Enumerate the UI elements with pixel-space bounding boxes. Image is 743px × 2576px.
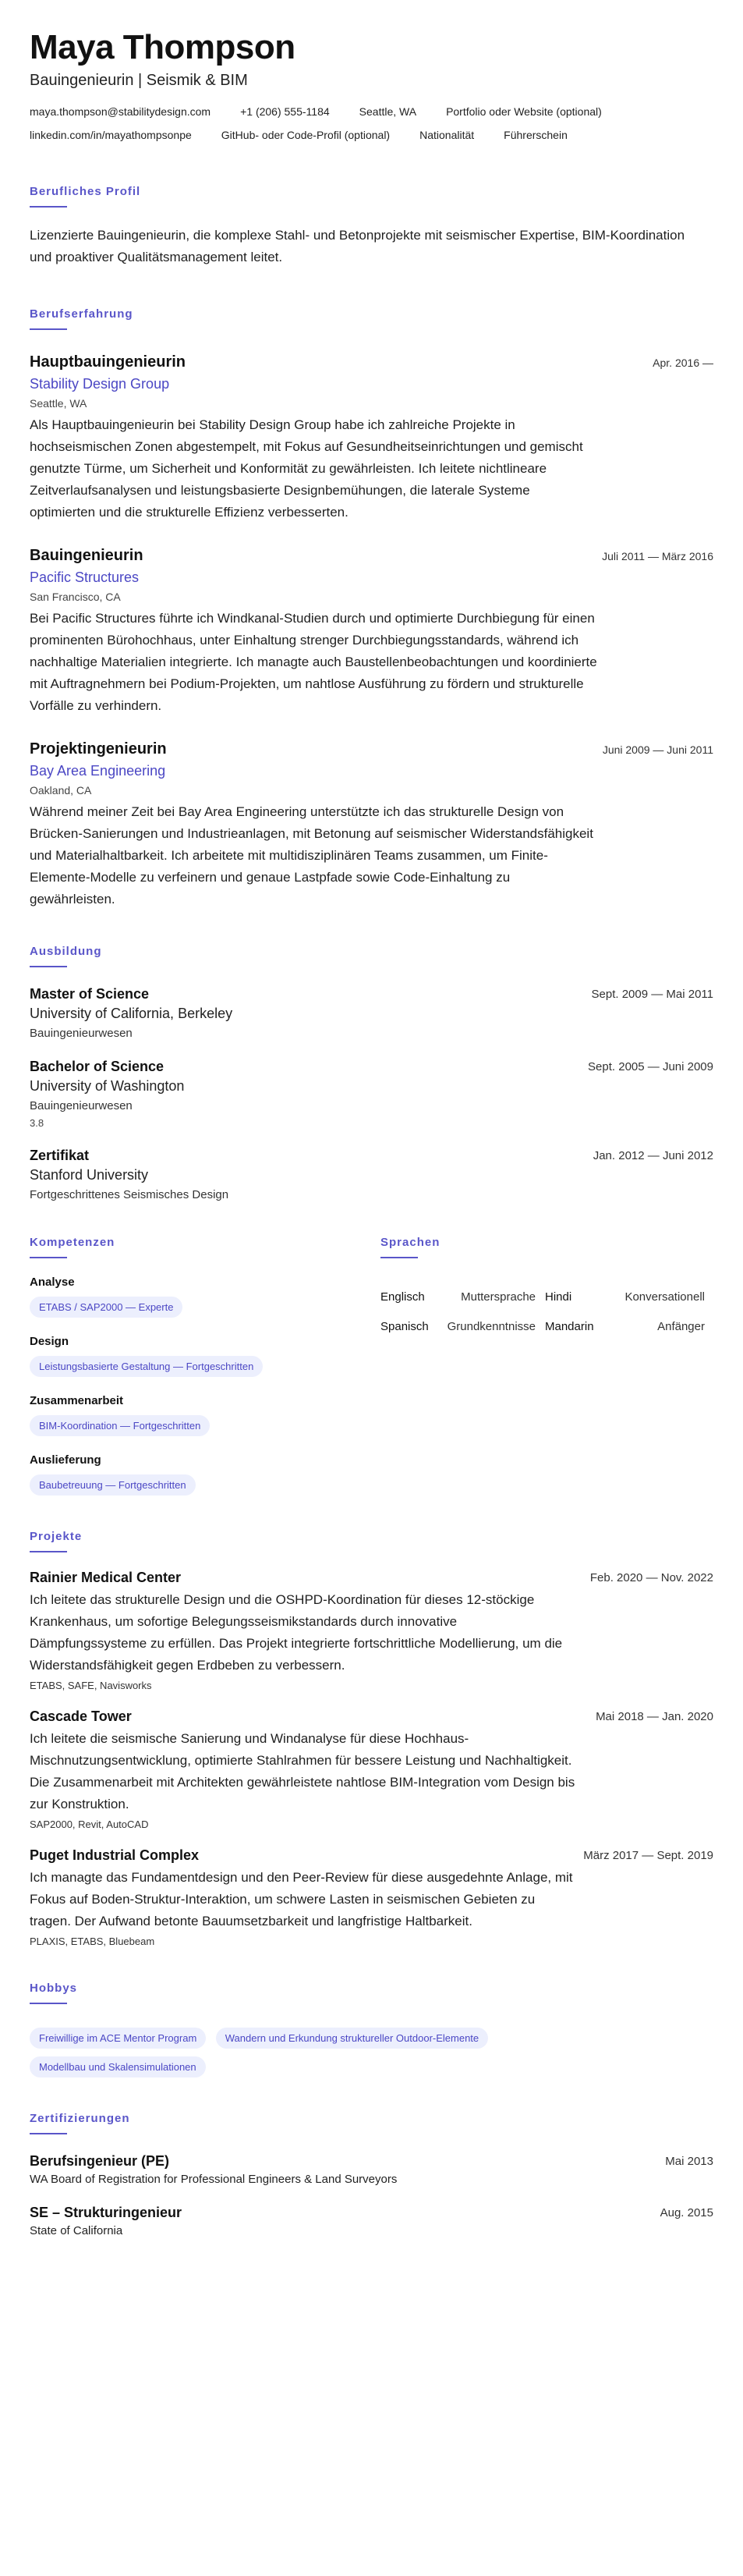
- project-tools: SAP2000, Revit, AutoCAD: [30, 1818, 149, 1830]
- candidate-headline: Bauingenieurin | Seismik & BIM: [30, 72, 248, 89]
- project-tools: ETABS, SAFE, Navisworks: [30, 1680, 152, 1691]
- project-date: Feb. 2020 — Nov. 2022: [589, 1571, 713, 1584]
- job-company: Bay Area Engineering: [30, 763, 166, 779]
- education-degree: Bachelor of Science: [30, 1059, 165, 1074]
- section-divider: [30, 2003, 67, 2004]
- certification-date: Aug. 2015: [660, 2206, 713, 2219]
- skill-group: [30, 1276, 380, 1318]
- skills-section: [30, 1201, 380, 1496]
- section-divider: [380, 1257, 418, 1258]
- job-description: Bei Pacific Structures führte ich Windkanal-Studien durch und optimierte Durchbiegung für einen prominenten Bürohochhaus, unter Einhaltung strenger Durchbiegungsstandards, während ich nachhaltige Materialien integrierte. Ich managte auch Baustellenbeobachtungen und koordinierte mit Auftragnehmern bei Podium-Projekten, um nahtlose Ausführung zu fördern und strukturelle Vorfälle zu verhindern.: [30, 611, 597, 713]
- job-date: Juli 2011 — März 2016: [602, 550, 713, 562]
- job-location: Oakland, CA: [30, 784, 92, 797]
- job-location: San Francisco, CA: [30, 591, 121, 603]
- language-row: [380, 1282, 705, 1311]
- hobbies-heading: Hobbys: [30, 1982, 78, 1995]
- profile-summary: Lizenzierte Bauingenieurin, die komplexe Stahl- und Betonprojekte mit seismischer Expertise, BIM-Koordination und proaktiver Qualitätsmanagement leitet.: [30, 228, 685, 264]
- hobbies-section: [30, 1982, 713, 2077]
- language-level: Anfänger: [657, 1319, 705, 1333]
- language-name: Englisch: [380, 1290, 425, 1304]
- contact-list: [30, 105, 713, 141]
- project-entry: [30, 1847, 713, 1947]
- project-name: Cascade Tower: [30, 1708, 132, 1724]
- contact-license: Führerschein: [504, 129, 568, 141]
- skill-chip: BIM-Koordination — Fortgeschritten: [30, 1415, 210, 1436]
- skill-group: [30, 1335, 380, 1377]
- education-field: Bauingenieurwesen: [30, 1099, 133, 1112]
- profile-heading: Berufliches Profil: [30, 185, 141, 198]
- project-description: Ich leitete die seismische Sanierung und Windanalyse für diese Hochhaus-Mischnutzungsentwicklung, optimierte Stahlrahmen für bessere Leistung und Nachhaltigkeit. Die Zusammenarbeit mit Architekten gewährleistete nahtlose BIM-Integration vom Design bis zur Konstruktion.: [30, 1731, 575, 1811]
- project-entry: [30, 1708, 713, 1830]
- certifications-heading: Zertifizierungen: [30, 2112, 130, 2125]
- skill-category: Zusammenarbeit: [30, 1394, 124, 1407]
- job-entry: [30, 353, 713, 523]
- skill-chip: Baubetreuung — Fortgeschritten: [30, 1474, 196, 1496]
- experience-heading: Berufserfahrung: [30, 307, 133, 321]
- education-section: [30, 945, 713, 1201]
- skill-group: [30, 1394, 380, 1436]
- language-name: Spanisch: [380, 1319, 429, 1333]
- job-title: Hauptbauingenieurin: [30, 353, 186, 371]
- certification-issuer: State of California: [30, 2224, 123, 2237]
- project-tools: PLAXIS, ETABS, Bluebeam: [30, 1936, 155, 1947]
- skill-category: Auslieferung: [30, 1453, 101, 1467]
- project-entry: [30, 1570, 713, 1691]
- contact-phone[interactable]: +1 (206) 555-1184: [240, 105, 330, 118]
- experience-section: [30, 307, 713, 910]
- job-date: Juni 2009 — Juni 2011: [602, 743, 713, 756]
- projects-heading: Projekte: [30, 1530, 83, 1543]
- contact-email[interactable]: maya.thompson@stabilitydesign.com: [30, 105, 211, 118]
- education-entry: [30, 1148, 713, 1201]
- job-company: Stability Design Group: [30, 376, 170, 392]
- project-name: Puget Industrial Complex: [30, 1847, 200, 1863]
- education-school: University of California, Berkeley: [30, 1006, 233, 1021]
- contact-location: Seattle, WA: [359, 105, 417, 118]
- project-description: Ich leitete das strukturelle Design und die OSHPD-Koordination für dieses 12-stöckige Krankenhaus, um sofortige Belegungsseismikstandards durch innovative Dämpfungssysteme zu erfüllen. Das Projekt integrierte fortschrittliche Modellierung, um die Widerstandsfähigkeit gegen Erdbeben zu verbessern.: [30, 1592, 563, 1673]
- education-entry: [30, 986, 713, 1040]
- education-field: Fortgeschrittenes Seismisches Design: [30, 1188, 229, 1201]
- project-date: Mai 2018 — Jan. 2020: [596, 1710, 713, 1723]
- candidate-name: Maya Thompson: [30, 28, 295, 66]
- project-description: Ich managte das Fundamentdesign und den Peer-Review für diese ausgedehnte Anlage, mit Fokus auf Boden-Struktur-Interaktion, um schwere Lasten in seismischen Gebieten zu tragen. Der Aufwand betonte Bauumsetzbarkeit und langfristige Haltbarkeit.: [30, 1870, 573, 1928]
- projects-section: [30, 1530, 713, 1947]
- language-row: [380, 1311, 705, 1341]
- contact-github[interactable]: GitHub- oder Code-Profil (optional): [221, 129, 391, 141]
- education-degree: Master of Science: [30, 986, 150, 1002]
- job-company: Pacific Structures: [30, 569, 140, 585]
- certification-name: Berufsingenieur (PE): [30, 2153, 170, 2169]
- job-title: Projektingenieurin: [30, 740, 167, 758]
- language-level: Grundkenntnisse: [447, 1319, 536, 1333]
- skill-group: [30, 1453, 380, 1496]
- skill-category: Analyse: [30, 1276, 75, 1289]
- education-degree: Zertifikat: [30, 1148, 90, 1163]
- section-divider: [30, 966, 67, 967]
- hobby-chip: Freiwillige im ACE Mentor Program: [30, 2028, 206, 2049]
- languages-section: [380, 1201, 713, 1496]
- education-grade: 3.8: [30, 1117, 44, 1129]
- resume-header: [30, 28, 713, 141]
- certification-issuer: WA Board of Registration for Professional Engineers & Land Surveyors: [30, 2173, 398, 2186]
- contact-linkedin[interactable]: linkedin.com/in/mayathompsonpe: [30, 129, 192, 141]
- language-level: Muttersprache: [461, 1290, 536, 1304]
- job-entry: [30, 547, 713, 717]
- skill-category: Design: [30, 1335, 69, 1348]
- languages-table: [380, 1282, 705, 1341]
- language-name: Mandarin: [545, 1319, 594, 1333]
- section-divider: [30, 206, 67, 208]
- job-date: Apr. 2016 —: [653, 357, 713, 369]
- certification-entry: [30, 2153, 713, 2186]
- language-name: Hindi: [545, 1290, 572, 1304]
- education-school: Stanford University: [30, 1167, 149, 1183]
- job-description: Während meiner Zeit bei Bay Area Engineering unterstützte ich das strukturelle Design von Brücken-Sanierungen und Industrieanlagen, mit Betonung auf seismischer Widerstandsfähigkeit und Materialhaltbarkeit. Ich arbeitete mit multidisziplinären Teams zusammen, um Finite-Elemente-Modelle zu verfeinern und genaue Lastpfade sowie Code-Einhaltung zu gewährleisten.: [30, 804, 593, 907]
- certifications-section: [30, 2112, 713, 2237]
- project-name: Rainier Medical Center: [30, 1570, 182, 1585]
- education-entry: [30, 1059, 713, 1129]
- skill-chip: Leistungsbasierte Gestaltung — Fortgeschritten: [30, 1356, 263, 1377]
- job-entry: [30, 740, 713, 910]
- education-field: Bauingenieurwesen: [30, 1027, 133, 1040]
- education-date: Sept. 2009 — Mai 2011: [591, 988, 713, 1001]
- certification-entry: [30, 2205, 713, 2237]
- contact-nationality: Nationalität: [419, 129, 475, 141]
- certification-date: Mai 2013: [665, 2155, 713, 2168]
- skills-languages-row: [30, 1201, 713, 1496]
- contact-portfolio[interactable]: Portfolio oder Website (optional): [446, 105, 602, 118]
- section-divider: [30, 328, 67, 330]
- education-school: University of Washington: [30, 1078, 185, 1094]
- languages-heading: Sprachen: [380, 1236, 440, 1249]
- education-date: Jan. 2012 — Juni 2012: [593, 1149, 713, 1162]
- job-location: Seattle, WA: [30, 397, 87, 410]
- hobby-chip: Wandern und Erkundung struktureller Outdoor-Elemente: [216, 2028, 488, 2049]
- project-date: März 2017 — Sept. 2019: [583, 1849, 713, 1862]
- skill-chip: ETABS / SAP2000 — Experte: [30, 1297, 182, 1318]
- section-divider: [30, 1551, 67, 1552]
- skills-heading: Kompetenzen: [30, 1236, 115, 1249]
- hobby-list: [30, 2020, 607, 2077]
- education-heading: Ausbildung: [30, 945, 102, 958]
- profile-section: [30, 185, 713, 268]
- section-divider: [30, 2133, 67, 2134]
- job-description: Als Hauptbauingenieurin bei Stability Design Group habe ich zahlreiche Projekte in hochseismischen Zonen abgestempelt, mit Fokus auf Gesundheitseinrichtungen und gemischt genutzte Türme, um Sicherheit und Konformität zu gewährleisten. Ich leitete nichtlineare Zeitverlaufsanalysen und leistungsbasierte Designbemühungen, die laterale Systeme optimierten und die strukturelle Effizienz verbesserten.: [30, 417, 583, 520]
- section-divider: [30, 1257, 67, 1258]
- hobby-chip: Modellbau und Skalensimulationen: [30, 2056, 206, 2077]
- education-date: Sept. 2005 — Juni 2009: [588, 1060, 713, 1073]
- certification-name: SE – Strukturingenieur: [30, 2205, 182, 2220]
- job-title: Bauingenieurin: [30, 547, 143, 564]
- language-level: Konversationell: [624, 1290, 705, 1304]
